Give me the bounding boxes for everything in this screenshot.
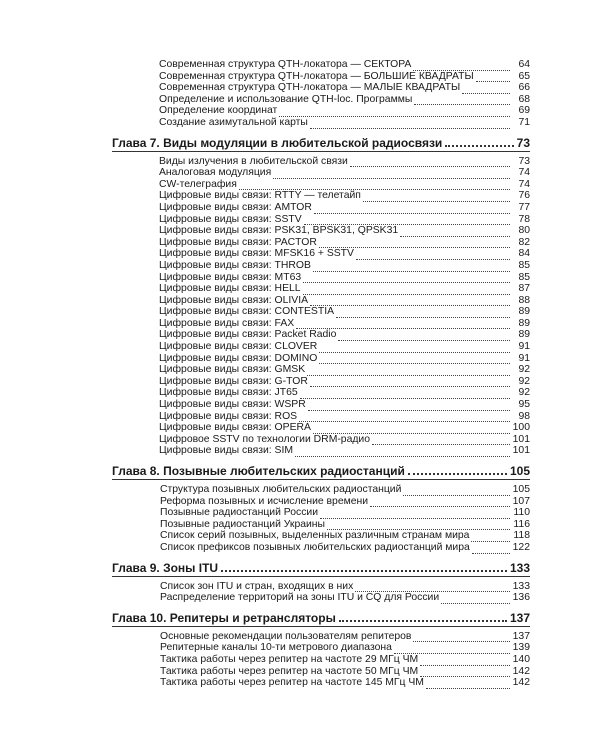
toc-entry[interactable] [112,642,530,654]
toc-entry[interactable] [112,387,530,399]
toc-entry[interactable] [112,631,530,643]
dot-leader [308,402,510,411]
dot-leader [338,332,510,341]
toc-page-number: 80 [518,225,530,237]
toc-entry-title: Цифровые виды связи: DOMINO [159,352,318,364]
toc-page-number: 89 [518,329,530,341]
dot-leader [319,355,510,364]
toc-entry[interactable] [112,237,530,249]
toc-page-number: 85 [518,259,530,271]
toc-entry[interactable] [112,411,530,423]
toc-entry-title: Аналоговая модуляция [159,167,272,179]
section-gap [112,129,530,133]
toc-entry[interactable] [112,156,530,168]
toc-page-number: 105 [512,484,530,495]
toc-page-number: 101 [512,445,530,457]
dot-leader [307,367,510,376]
toc-entry-title: Цифровые виды связи: HELL [159,283,301,295]
toc-entry[interactable] [112,496,530,508]
toc-entry[interactable] [112,179,530,191]
chapter-title: Глава 7. Виды модуляции в любительской радиосвязи [112,135,443,150]
toc-entry-title: Создание азимутальной карты [159,116,308,128]
toc-entry-title: Позывные радиостанций России [160,507,319,519]
toc-page-number: 73 [518,155,530,167]
dot-leader [273,170,510,179]
toc-entry-title: Тактика работы через репитер на частоте 50 МГц ЧМ [160,665,419,677]
section-gap [112,554,530,558]
dot-leader [370,498,510,507]
dot-leader [303,286,510,295]
toc-entry[interactable] [112,484,530,496]
toc-page-number: 142 [512,665,530,677]
toc-entry-title: Позывные радиостанций Украины [160,518,326,530]
toc-entry[interactable] [112,422,530,434]
dot-leader [413,633,510,642]
toc-entry-title: Цифровые виды связи: RTTY — телетайп [159,190,361,202]
dot-leader [471,533,510,542]
toc-entry-title: Определение и использование QTH-loc. Программы [159,93,413,105]
toc-page-number: 71 [518,116,530,128]
toc-entry[interactable] [112,225,530,237]
dot-leader [300,390,510,399]
dot-leader [310,297,510,306]
toc-page-number: 133 [512,580,530,592]
toc-entry-title: Современная структура QTH-локатора — БОЛЬШИЕ КВАДРАТЫ [159,70,474,82]
toc-entry[interactable] [112,94,530,106]
toc-entry[interactable] [112,214,530,226]
toc-page-number: 136 [512,592,530,604]
dot-leader [303,274,510,283]
dot-leader [356,251,510,260]
dot-leader [295,448,510,457]
toc-entry[interactable] [112,581,530,593]
dot-leader [327,521,510,530]
dot-leader [408,465,507,475]
chapter-title: Глава 9. Зоны ITU [112,560,219,575]
dot-leader [336,309,510,318]
toc-entry[interactable] [112,519,530,531]
chapter-title: Глава 10. Репитеры и ретрансляторы [112,610,336,625]
dot-leader [420,668,510,677]
dot-leader [445,137,513,147]
dot-leader [319,239,510,248]
dot-leader [420,657,510,666]
toc-entry[interactable] [112,399,530,411]
dot-leader [462,85,510,94]
chapter-page-number: 133 [509,560,530,575]
dot-leader [363,193,510,202]
toc-entry[interactable] [112,295,530,307]
toc-entry-title: Распределение территорий на зоны ITU и CQ для России [160,592,440,604]
dot-leader [319,344,510,353]
toc-entry-title: Цифровые виды связи: SSTV [159,213,302,225]
dot-leader [441,595,510,604]
dot-leader [313,425,510,434]
dot-leader [314,205,510,214]
toc-page-number: 78 [518,213,530,225]
toc-entry[interactable] [112,71,530,83]
toc-entry-title: Цифровые виды связи: SIM [159,445,294,457]
toc-entry-title: Цифровые виды связи: ROS [159,410,298,422]
toc-entry[interactable] [112,434,530,446]
dot-leader [472,545,510,554]
dot-leader [320,510,510,519]
section-gap [112,604,530,608]
toc-entry[interactable] [112,341,530,353]
toc-entry-title: Цифровые виды связи: AMTOR [159,201,312,213]
toc-entry[interactable] [112,202,530,214]
dot-leader [413,62,510,71]
toc-entry-title: Цифровые виды связи: MFSK16 + SSTV [159,248,354,260]
toc-page-number: 139 [512,642,530,654]
toc-page-number: 110 [513,507,530,519]
chapter-heading[interactable] [112,610,530,627]
toc-page-number: 68 [518,93,530,105]
toc-entry-title: Цифровые виды связи: CLOVER [159,341,318,353]
dot-leader [355,583,510,592]
toc-page-number: 118 [513,530,530,542]
chapter-title: Глава 8. Позывные любительских радиостанций [112,464,405,478]
toc-entry-title: Определение координат [159,105,278,117]
toc-page-number: 101 [512,433,530,445]
dot-leader [279,108,510,117]
dot-leader [426,680,510,689]
dot-leader [394,645,510,654]
toc-entry-title: Цифровые виды связи: PACTOR [159,236,317,248]
toc-entry-title: Список серий позывных, выделенных различным странам мира [160,530,470,542]
toc-entry-title: Цифровые виды связи: PSK31, BPSK31, QPSK31 [159,225,399,237]
toc-entry-title: Цифровые виды связи: OLIVIA [159,294,309,306]
chapter-heading[interactable] [112,560,530,577]
toc-page-number: 74 [518,167,530,179]
toc-page-number: 92 [518,375,530,387]
toc-page-number: 89 [518,306,530,318]
toc-page-number: 87 [518,283,530,295]
toc-page-number: 74 [518,178,530,190]
dot-leader [304,216,510,225]
toc-entry-title: Репитерные каналы 10-ти метрового диапазона [160,642,392,654]
dot-leader [403,487,510,496]
dot-leader [476,73,510,82]
dot-leader [299,413,510,422]
toc-entry[interactable] [112,542,530,554]
toc-page-number: 100 [512,422,530,434]
toc-entry-title: Современная структура QTH-локатора — МАЛЫЕ КВАДРАТЫ [159,82,461,94]
toc-page-number: 92 [518,364,530,376]
dot-leader [339,612,507,622]
toc-entry-title: Цифровые виды связи: OPERA [159,422,311,434]
toc-entry-title: CW-телеграфия [159,178,237,190]
dot-leader [400,228,510,237]
toc-entry[interactable] [112,82,530,94]
toc-page-number: 88 [518,294,530,306]
toc-page-number: 76 [518,190,530,202]
toc-entry-title: Цифровые виды связи: THROB [159,259,311,271]
toc-page-number: 65 [518,70,530,82]
dot-leader [350,158,510,167]
toc-entry[interactable] [112,283,530,295]
toc-page-number: 91 [518,341,530,353]
dot-leader [414,96,510,105]
toc-entry-title: Цифровые виды связи: Packet Radio [159,329,337,341]
toc-entry[interactable] [112,353,530,365]
toc-page-number: 140 [512,653,530,665]
section-gap [112,457,530,461]
toc-entry[interactable] [112,445,530,457]
dot-leader [313,263,510,272]
toc-entry[interactable] [112,105,530,117]
chapter-page-number: 73 [516,135,530,150]
section-gap [112,689,530,693]
toc-entry-title: Цифровые виды связи: CONTESTIA [159,306,335,318]
toc-entry-title: Основные рекомендации пользователям репитеров [160,630,412,642]
toc-page-number: 91 [518,352,530,364]
toc-page-number: 69 [518,105,530,117]
toc-entry-title: Структура позывных любительских радиостанций [160,484,402,495]
toc-page-number: 85 [518,271,530,283]
toc-entry-title: Тактика работы через репитер на частоте 145 МГц ЧМ [160,677,424,689]
chapter-heading[interactable] [112,135,530,152]
toc-entry[interactable] [112,248,530,260]
chapter-heading[interactable] [112,463,530,480]
chapter-page-number: 137 [509,610,530,625]
toc-entry-title: Цифровые виды связи: WSPR [159,399,306,411]
toc-entry-title: Цифровые виды связи: FAX [159,317,295,329]
toc-page-number: 64 [518,59,530,70]
table-of-contents [112,59,530,693]
toc-entry[interactable] [112,329,530,341]
toc-page-number: 122 [512,541,530,553]
toc-entry-title: Цифровое SSTV по технологии DRM-радио [159,433,371,445]
toc-page-number: 82 [518,236,530,248]
toc-entry[interactable] [112,117,530,129]
toc-page-number: 89 [518,317,530,329]
toc-entry[interactable] [112,272,530,284]
toc-entry[interactable] [112,666,530,678]
toc-page-number: 98 [518,410,530,422]
dot-leader [372,436,510,445]
toc-entry[interactable] [112,318,530,330]
toc-page-number: 142 [512,677,530,689]
toc-entry[interactable] [112,654,530,666]
toc-entry-title: Список зон ITU и стран, входящих в них [160,580,354,592]
toc-entry-title: Цифровые виды связи: G-TOR [159,375,308,387]
toc-entry[interactable] [112,260,530,272]
toc-entry-title: Тактика работы через репитер на частоте 29 МГц ЧМ [160,653,419,665]
toc-entry-title: Цифровые виды связи: MT63 [159,271,302,283]
toc-entry[interactable] [112,530,530,542]
toc-page-number: 84 [518,248,530,260]
toc-entry-title: Цифровые виды связи: JT65 [159,387,298,399]
toc-entry[interactable] [112,364,530,376]
toc-entry[interactable] [112,167,530,179]
toc-page-number: 95 [518,399,530,411]
toc-entry[interactable] [112,507,530,519]
dot-leader [310,378,510,387]
toc-entry-title: Виды излучения в любительской связи [159,155,348,167]
toc-entry-title: Реформа позывных и исчисление времени [160,495,369,507]
toc-entry[interactable] [112,376,530,388]
toc-entry[interactable] [112,592,530,604]
toc-entry[interactable] [112,59,530,71]
chapter-page-number: 105 [509,464,530,478]
toc-entry-title: Современная структура QTH-локатора — СЕКТОРА [159,59,412,70]
toc-entry-title: Цифровые виды связи: GMSK [159,364,306,376]
toc-page-number: 92 [518,387,530,399]
toc-entry[interactable] [112,677,530,689]
toc-entry[interactable] [112,190,530,202]
toc-page-number: 107 [512,495,530,507]
toc-entry[interactable] [112,306,530,318]
dot-leader [239,181,510,190]
toc-page-number: 116 [513,518,530,530]
dot-leader [221,562,507,572]
toc-page-number: 77 [518,201,530,213]
toc-entry-title: Список префиксов позывных любительских радиостанций мира [160,541,470,553]
toc-page-number: 66 [518,82,530,94]
toc-page-number: 137 [512,630,530,642]
dot-leader [310,120,510,129]
